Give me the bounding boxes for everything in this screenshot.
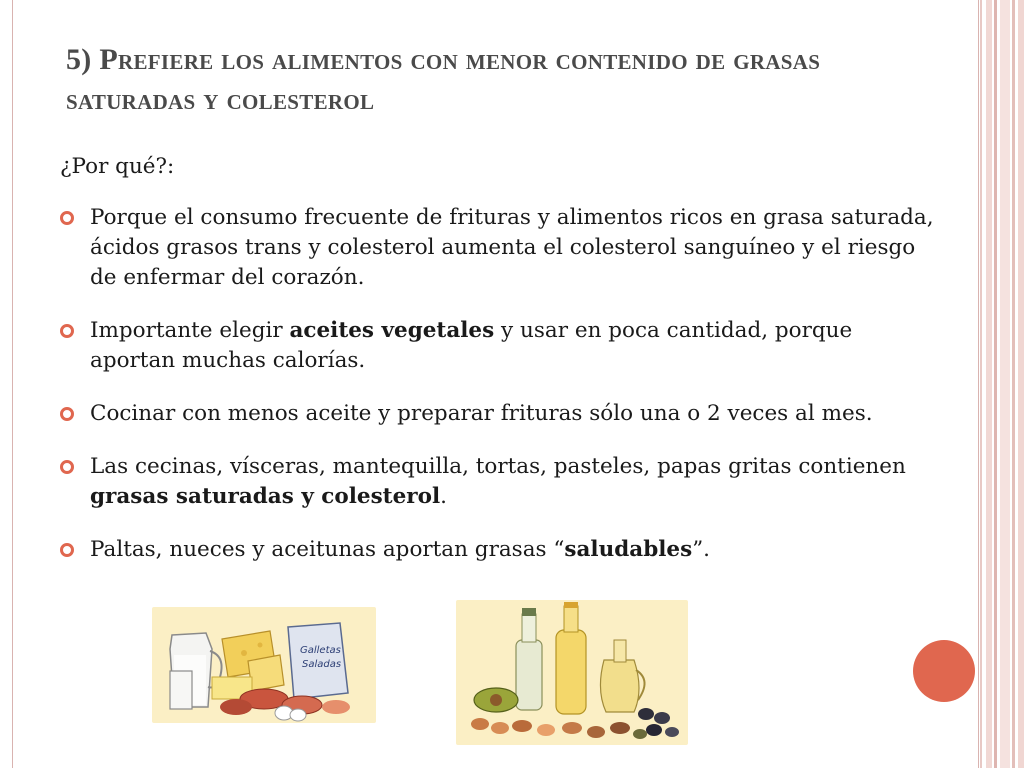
bullet-item [60,316,940,376]
bullet-text: Las cecinas, vísceras, mantequilla, tortas, pasteles, papas gritas contienen [90,454,906,479]
bullet-circle-icon [60,407,74,421]
healthy-fat-foods-image [456,600,688,745]
bullet-text: Importante elegir [90,318,290,343]
right-decorative-band [980,0,1024,768]
bullet-list [60,203,940,565]
bullet-circle-icon [60,324,74,338]
saturated-fat-foods-image [152,607,376,723]
slide-content [60,152,940,588]
bag-label-line-1: Galletas [300,645,341,656]
bullet-text: Cocinar con menos aceite y preparar frituras sólo una o 2 veces al mes. [90,401,873,426]
bullet-text: y usar en poca cantidad, porque aportan muchas calorías. [90,318,853,373]
bullet-circle-icon [60,211,74,225]
bullet-text: ”. [692,537,711,562]
bullet-circle-icon [60,543,74,557]
bullet-item [60,535,940,565]
left-border-line [12,0,13,768]
right-border-line [978,0,979,768]
bag-label-line-2: Saladas [302,659,342,670]
decorative-orange-circle [913,640,975,702]
bullet-bold-text: grasas saturadas y colesterol [90,484,441,509]
bullet-item [60,203,940,293]
bullet-item [60,399,940,429]
bullet-text: Paltas, nueces y aceitunas aportan grasas “ [90,537,565,562]
bullet-bold-text: aceites vegetales [289,318,495,343]
slide-title: 5) Prefiere los alimentos con menor contenido de grasas saturadas y colesterol [66,43,821,116]
bullet-item [60,452,940,512]
bullet-bold-text: saludables [564,537,693,562]
bullet-text: Porque el consumo frecuente de frituras y alimentos ricos en grasa saturada, ácidos grasos trans y colesterol aumenta el colesterol sanguíneo y el riesgo de enfermar del corazón. [90,205,934,290]
bullet-circle-icon [60,460,74,474]
intro-question: ¿Por qué?: [60,154,175,179]
bullet-text: . [440,484,447,509]
